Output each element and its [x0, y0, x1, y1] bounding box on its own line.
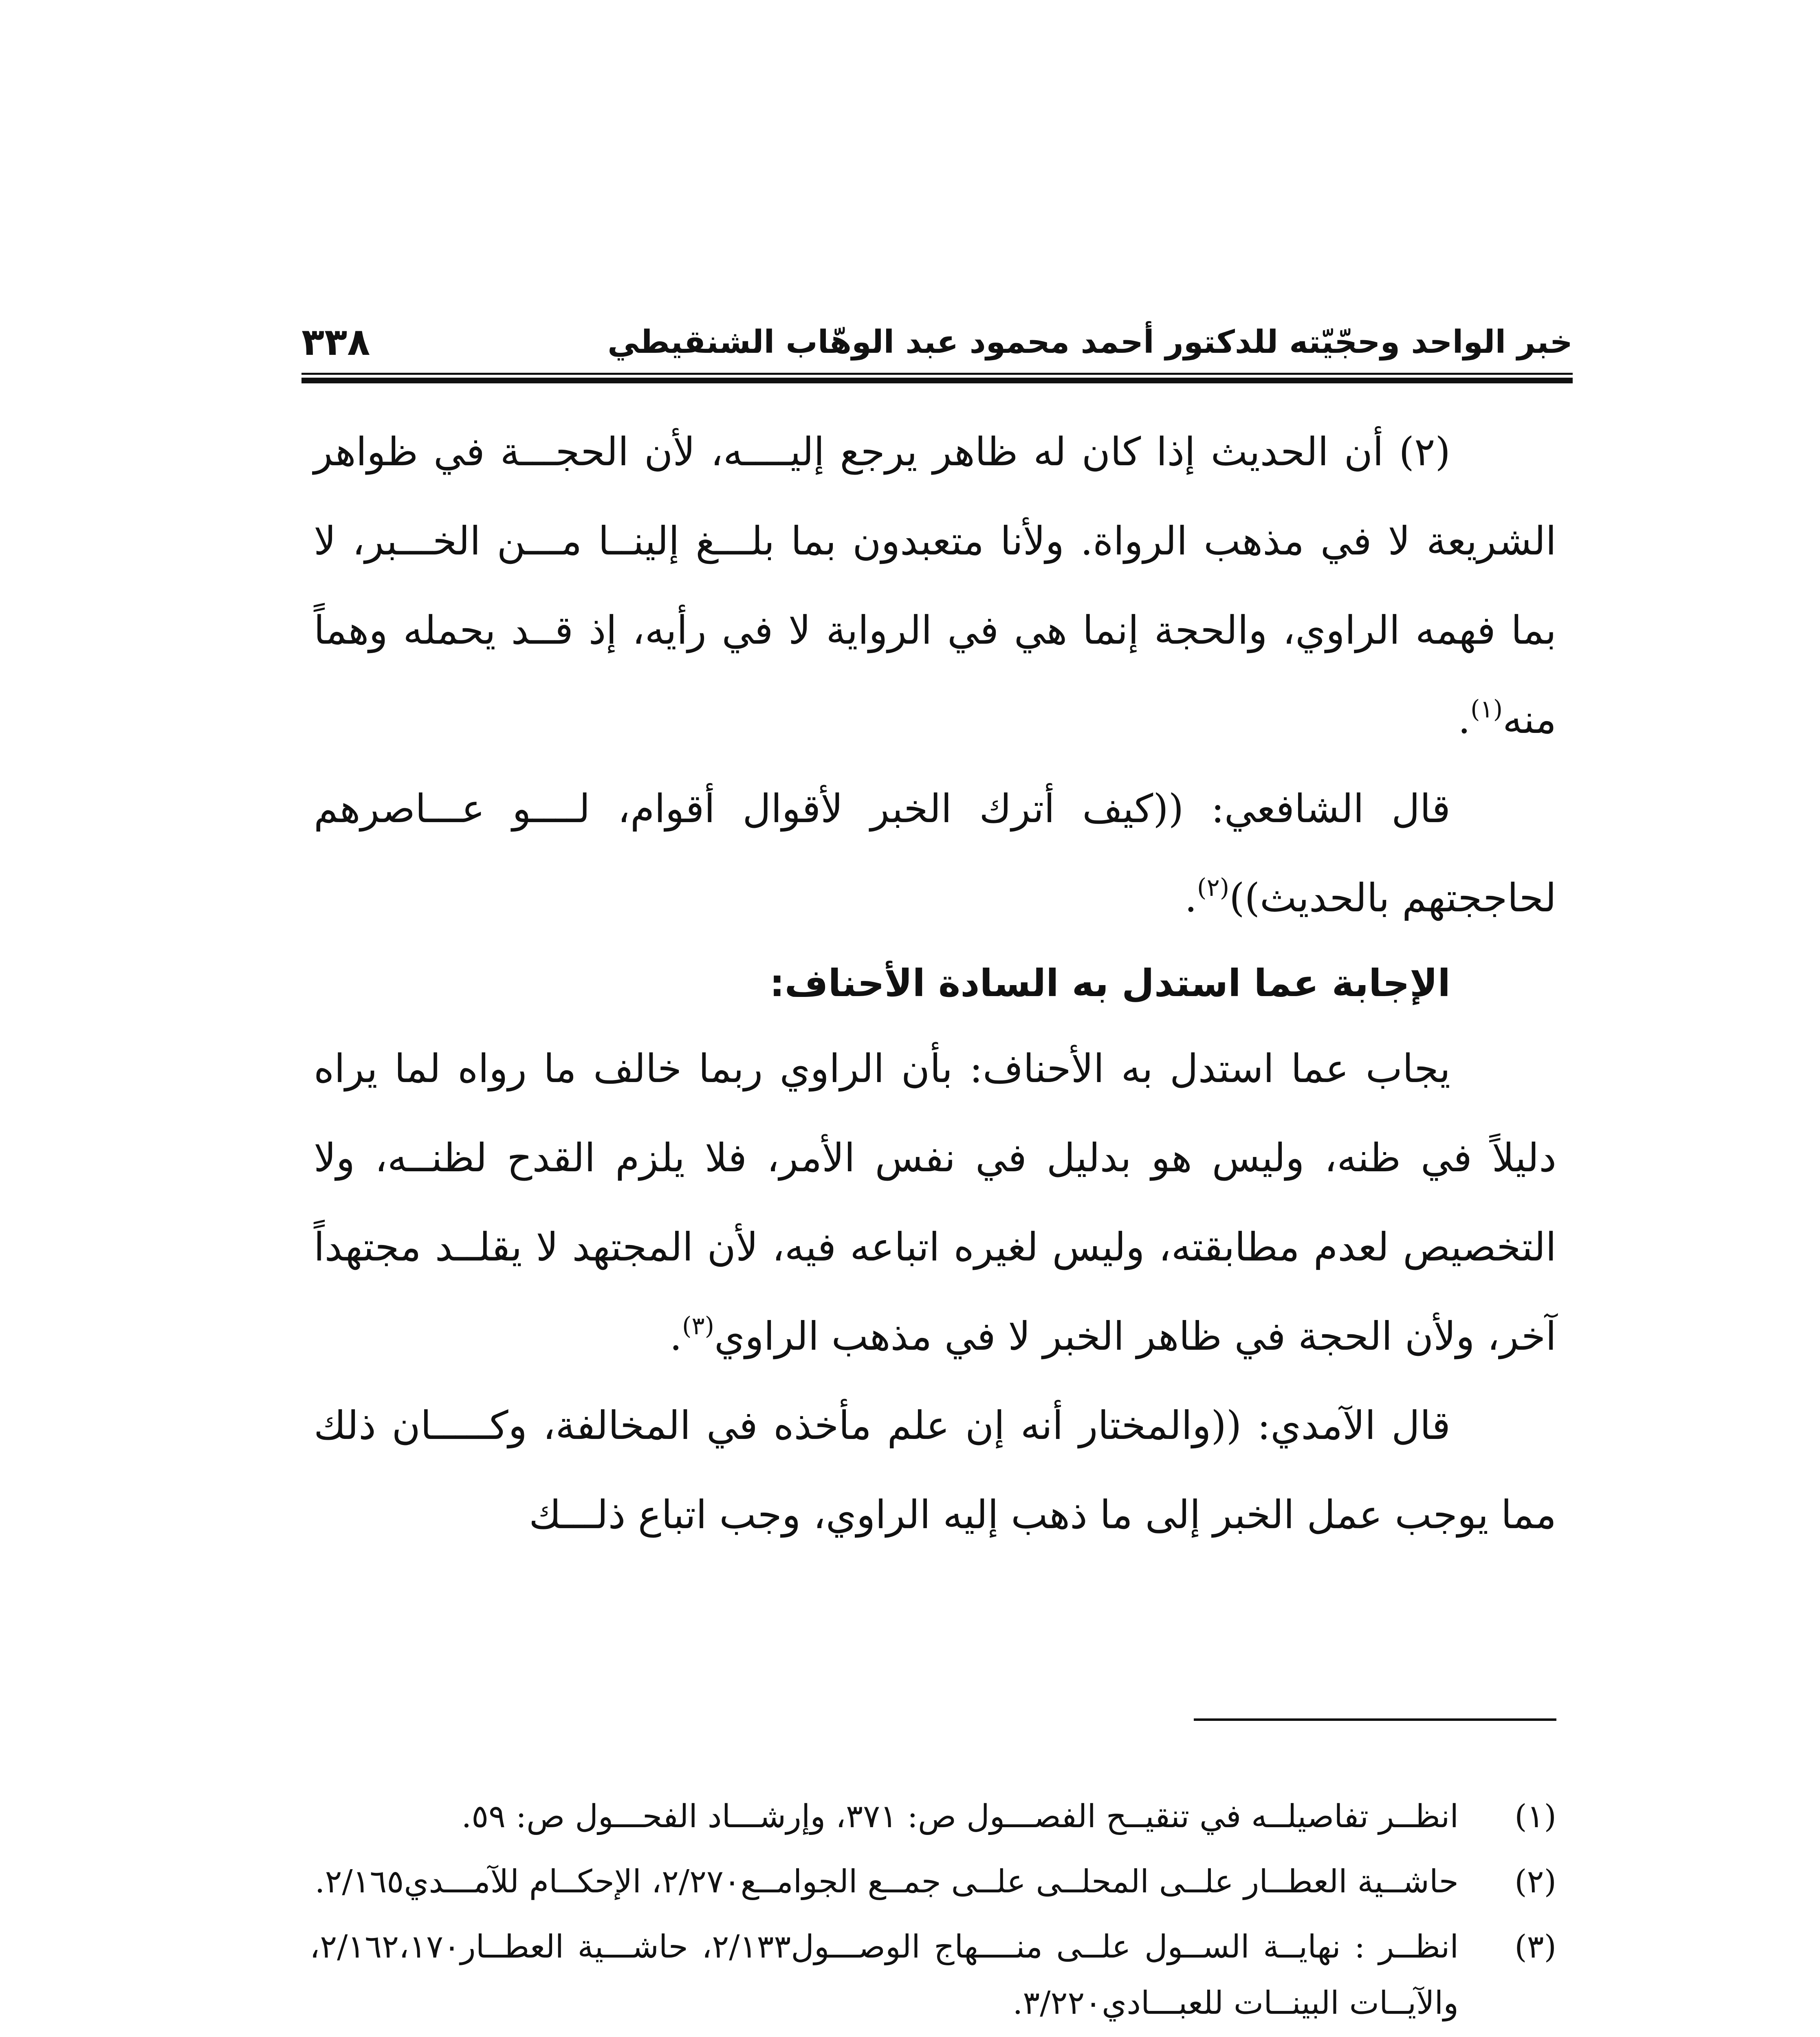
footnote-2 — [310, 1854, 1556, 1910]
paragraph-4 — [314, 1381, 1556, 1560]
footnote-1-number: (١) — [1514, 1798, 1556, 1835]
footnote-2-number: (٢) — [1514, 1863, 1556, 1900]
footnote-1-text: انظــر تفاصيلــه في تنقيــح الفصـــول ص: ٣٧١، وإرشـــاد الفحـــول ص: ٥٩. — [461, 1798, 1459, 1835]
paragraph-1-end: . — [1458, 697, 1471, 742]
section-heading: الإجابة عما استدل به السادة الأحناف: — [769, 961, 1450, 1005]
paragraph-1 — [314, 407, 1556, 764]
footnote-1 — [310, 1788, 1556, 1845]
footnotes — [310, 1788, 1556, 2037]
body-text — [314, 407, 1556, 1560]
paragraph-1-text: (٢) أن الحديث إذا كان له ظاهر يرجع إليــــه، لأن الحجـــة في ظواهر الشريعة لا في مذهب الرواة. ولأنا متعبدون بما بلـــغ إلينــا مـــن الخـــبر، لا بما فهمه الراوي، والحجة إنما هي في الرواية لا في رأيه، إذ قــد يحمله وهماً منه — [314, 429, 1556, 742]
page-number: ٣٣٨ — [301, 320, 370, 364]
footnote-ref-1: (١) — [1470, 695, 1503, 724]
paragraph-3 — [314, 1024, 1556, 1381]
footnote-separator — [1194, 1718, 1556, 1721]
footnote-3 — [310, 1919, 1556, 2031]
header-rule-thin — [301, 373, 1573, 375]
footnote-ref-2: (٢) — [1197, 873, 1230, 902]
paragraph-4-text: قال الآمدي: ((والمختار أنه إن علم مأخذه في المخالفة، وكـــــان ذلك مما يوجب عمل الخبر إلى ما ذهب إليه الراوي، وجب اتباع ذلـــك — [314, 1403, 1556, 1538]
footnote-2-text: حاشــية العطــار علــى المحلــى علــى جمــع الجوامــع٢/٢٧٠، الإحكــام للآمـــدي٢/١٦٥. — [315, 1863, 1459, 1900]
running-header — [301, 318, 1573, 371]
header-rule-thick — [301, 378, 1573, 383]
footnote-3-number: (٣) — [1514, 1929, 1556, 1965]
paragraph-2-end: . — [1184, 875, 1197, 921]
paragraph-2-text: قال الشافعي: ((كيف أترك الخبر لأقوال أقوام، لــــو عـــاصرهم لحاججتهم بالحديث)) — [314, 786, 1556, 921]
footnote-ref-3: (٣) — [682, 1312, 715, 1340]
footnote-3-text: انظــر : نهايــة الســول علــى منــــهاج الوصـــول٢/١٣٣، حاشـــية العطــار٢/١٦٢،١٧٠، والآيــات البينــات للعبـــادي٣/٢٢٠. — [310, 1929, 1459, 2022]
paragraph-3-text: يجاب عما استدل به الأحناف: بأن الراوي ربما خالف ما رواه لما يراه دليلاً في ظنه، وليس هو بدليل في نفس الأمر، فلا يلزم القدح لظنــه، ولا التخصيص لعدم مطابقته، وليس لغيره اتباعه فيه، لأن المجتهد لا يقلــد مجتهداً آخر، ولأن الحجة في ظاهر الخبر لا في مذهب الراوي — [314, 1046, 1556, 1359]
paragraph-2 — [314, 764, 1556, 943]
paragraph-3-end: . — [669, 1313, 682, 1359]
header-title: خبر الواحد وحجّيّته للدكتور أحمد محمود عبد الوهّاب الشنقيطي — [607, 324, 1573, 361]
